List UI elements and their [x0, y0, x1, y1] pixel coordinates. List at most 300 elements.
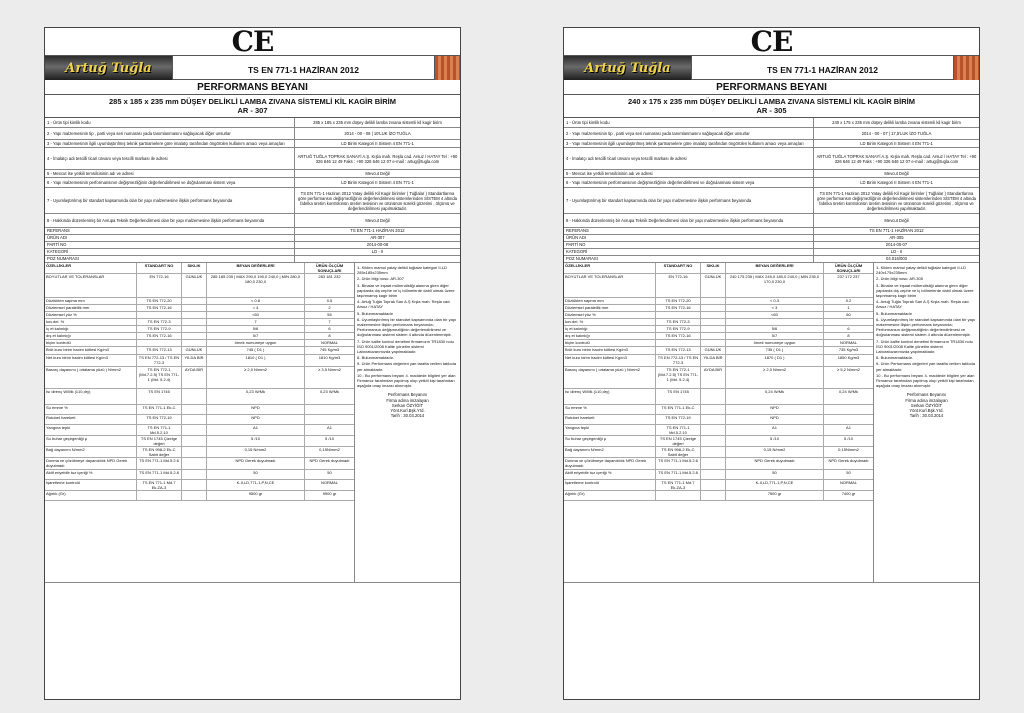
meta-value: LD - II	[890, 249, 903, 254]
product-code: AR - 307	[237, 106, 268, 115]
table-cell: Düzlükten sapma mm	[45, 298, 137, 304]
table-cell: A1	[207, 425, 305, 435]
table-cell	[137, 340, 182, 346]
table-cell	[701, 340, 726, 346]
table-cell	[656, 312, 701, 318]
table-cell	[656, 491, 701, 500]
meta-row	[45, 256, 460, 263]
meta-value: TS EN 771-1 HAZİRAN 2012	[869, 228, 924, 233]
declaration-row	[564, 118, 979, 128]
note: 9- Ürün Performans değerleri yan tarafta verilen tabloda yer almaktadır.	[876, 361, 975, 372]
declaration-row	[564, 148, 979, 170]
declaration-row	[564, 214, 979, 228]
table-cell: ≥ 5,2 N/mm2	[837, 367, 860, 372]
table-row	[564, 340, 873, 347]
table-row	[564, 436, 873, 447]
table-header-cell: BEYAN DEĞERLERİ	[207, 263, 305, 273]
table-cell: İç et kalınlığı	[45, 326, 137, 332]
table-cell: <60	[726, 312, 824, 318]
table-cell: TS EN 772-13	[656, 347, 701, 354]
meta-row	[564, 228, 979, 235]
table-cell	[182, 326, 207, 332]
signature-line: Performans Beyanını	[387, 392, 428, 398]
table-cell: AYDA BİR	[182, 367, 207, 388]
table-cell	[701, 389, 726, 404]
row-label: 3 - Yapı malzemesinin ilgili uyumlaştırılmış teknik şartnamelere göre imalatçı tarafından öngörülen kullanım amacı veya amaçları	[564, 140, 814, 147]
table-cell: 1850 Kg/m3	[837, 355, 860, 360]
performance-table	[45, 263, 460, 583]
table-cell: 6	[847, 326, 850, 331]
meta-key: ÜRÜN ADI	[45, 235, 295, 241]
table-cell: 0,23 W/Mk	[319, 389, 340, 394]
table-header-cell: ÖZELLİKLER	[564, 263, 656, 273]
table-cell	[824, 405, 873, 414]
table-cell: 50	[846, 470, 851, 475]
table-cell	[701, 491, 726, 500]
table-cell: 5/7	[207, 333, 305, 339]
table-cell: TS EN 771-1 Md.5.2.8	[137, 470, 182, 479]
table-cell	[182, 340, 207, 346]
table-cell	[182, 312, 207, 318]
table-cell: 240 175 235 | MAX 245,0 180,0 240,0 | MIN 235,0 170,0 230,0	[726, 274, 824, 297]
table-cell	[182, 425, 207, 435]
table-cell: Basınç dayanımı ( ortalama yüzü ) N/mm2	[45, 367, 137, 388]
table-row	[564, 470, 873, 480]
table-row	[45, 312, 354, 319]
meta-row	[564, 235, 979, 242]
note: 3- Binalar ve inşaat mühendisliği alanına giren diğer yapılarda dış cephe ve iç bölmelerde dahil olmak üzere taşınmamış kagir birim	[357, 282, 455, 299]
table-cell	[182, 405, 207, 414]
table-cell	[824, 415, 873, 424]
table-header	[45, 263, 354, 274]
table-cell: Aktif eriyebilir tuz içeriği %	[564, 470, 656, 479]
table-cell: TS EN 771-1 Md.7 Ek.ZA-3	[137, 480, 182, 490]
table-cell: A1	[327, 425, 332, 430]
table-cell: 283 181 232	[318, 274, 341, 279]
table-row	[564, 458, 873, 470]
table-cell: İç et kalınlığı	[564, 326, 656, 332]
table-cell: Düzlemsel paralellik mm	[45, 305, 137, 311]
note: 1- Kilden mamul yatay delikli tuğlalar kategori II-LD 240x175x235mm	[876, 265, 967, 276]
table-cell: 6	[328, 326, 331, 331]
table-cell	[824, 319, 873, 325]
table-cell: Rutubet hareketi	[45, 415, 137, 424]
signature-line: Yönt.Kurl.Bşk.Yrd.	[909, 408, 944, 414]
table-cell: Donma ve çözülmeye dayanıklılık NPD Gerek duyulmadı	[45, 458, 137, 469]
ce-mark: CE	[564, 28, 979, 56]
table-cell: Su emme %	[564, 405, 656, 414]
table-cell: 0,15N/mm2	[319, 447, 340, 452]
table-cell: YILDA BİR	[182, 355, 207, 366]
notes-column	[355, 263, 460, 582]
note: 5- Bulunmamaktadır	[357, 310, 394, 316]
table-cell: TS EN 771-1 Md.7 Ek.ZA-3	[656, 480, 701, 490]
table-header	[564, 263, 873, 274]
table-cell: < 0.3	[726, 298, 824, 304]
notes-column	[874, 263, 979, 582]
table-cell	[701, 333, 726, 339]
table-row	[45, 470, 354, 480]
declaration-row	[45, 170, 460, 178]
table-cell	[182, 470, 207, 479]
table-row	[45, 347, 354, 355]
table-cell: GÜNLÜK	[182, 347, 207, 354]
table-cell	[701, 458, 726, 469]
table-cell: 1810 ( D1 )	[207, 355, 305, 366]
table-row	[564, 405, 873, 415]
meta-key: ÜRÜN ADI	[564, 235, 814, 241]
table-left	[564, 263, 874, 582]
table-row	[564, 415, 873, 425]
row-value: Mevcut Değil	[884, 218, 909, 223]
meta-key: PARTİ NO	[564, 242, 814, 248]
table-cell: Düzlemsel paralellik mm	[564, 305, 656, 311]
table-cell: 7500 gr	[726, 491, 824, 500]
table-cell: Basınç dayanımı ( ortalama yüzü ) N/mm2	[564, 367, 656, 388]
row-label: 7 - Uyumlaştırılmış bir standart kapsamında olan bir yapı malzemesine ilişkin performans beyanında	[564, 188, 814, 213]
table-cell: Su buhar geçirgenliği μ	[45, 436, 137, 446]
table-cell: 0,24 W/Mk	[838, 389, 859, 394]
row-value: Mevcut Değil	[365, 218, 390, 223]
table-cell: Aktif eriyebilir tuz içeriği %	[45, 470, 137, 479]
table-cell: TS EN 998-2 Ek-C Sabit değer	[137, 447, 182, 457]
ce-mark: CE	[45, 28, 460, 56]
brand-logo	[45, 56, 173, 80]
table-cell: dış et kalınlığı	[45, 333, 137, 339]
table-cell: 0,15N/mm2	[838, 447, 859, 452]
table-cell	[701, 298, 726, 304]
meta-key: KATEGORİ	[45, 249, 295, 255]
table-cell	[182, 458, 207, 469]
table-cell: kov.del. %	[45, 319, 137, 325]
table-cell: Düzlemsel yüz %	[45, 312, 137, 318]
row-label: 5 - Mevcut ise yetkili temsilcisinin adı ve adresi	[564, 170, 814, 177]
table-cell: 2	[328, 305, 331, 310]
standard-title: TS EN 771-1 HAZİRAN 2012	[247, 65, 359, 75]
note: 8- Bulunmamaktadır.	[876, 355, 913, 361]
meta-row	[45, 235, 460, 242]
table-header-cell: SIKLIK	[701, 263, 726, 273]
table-cell: 0,15 N/mm2	[207, 447, 305, 457]
table-row	[564, 389, 873, 405]
row-label: 6 - Yapı malzemesinin performansının değişmezliğinin değerlendirilmesi ve doğrulanması sistem veya	[564, 178, 814, 187]
table-cell	[726, 319, 824, 325]
row-label: 4 - İmalatçı adı tescilli ticari ünvanı veya tescilli markası ile adresi	[45, 148, 295, 169]
table-cell	[701, 312, 726, 318]
row-label: 4 - İmalatçı adı tescilli ticari ünvanı veya tescilli markası ile adresi	[564, 148, 814, 169]
table-cell: TS EN 771-1 Md.5.2.6	[137, 458, 182, 469]
note: 6- Uyumlaştırılmış bir standart kapsamında olan bir yapı malzemesine ilişkin performans beyanında; Performansın değişmezliğinin değerlendirilmesi ve doğrulanması sistemi sistem 4 altında düzenlenmiştir.	[357, 316, 457, 338]
table-cell: EN 772-16	[137, 274, 182, 297]
table-cell: 8	[328, 333, 331, 338]
row-label: 1 - Ürün tipi kimlik kodu	[45, 118, 295, 127]
declaration-row	[45, 178, 460, 188]
table-row	[564, 305, 873, 312]
table-cell: 285 185 235 | MAX 290,0 190,0 240,0 | MIN 280,0 180,0 230,0	[207, 274, 305, 297]
meta-value: TS EN 771-1 HAZİRAN 2012	[350, 228, 405, 233]
table-cell: 55	[327, 312, 332, 317]
table-cell: 735 ( D1 )	[726, 347, 824, 354]
meta-value	[295, 256, 460, 262]
row-value: Mevcut Değil	[365, 171, 390, 176]
note: 2- Ürün bilgi nosu: AR-307	[357, 276, 404, 282]
meta-row	[564, 249, 979, 256]
table-row	[45, 436, 354, 447]
table-row	[45, 326, 354, 333]
row-label: 5 - Mevcut ise yetkili temsilcisinin adı ve adresi	[45, 170, 295, 177]
document-title: PERFORMANS BEYANI	[564, 80, 979, 95]
table-cell	[305, 405, 354, 414]
table-cell: Yangına tepki	[45, 425, 137, 435]
note: 7- Ürün kalite kontrol denetimi firmamızın TR1830 nolu İSO 9001/2008 Kalite yönetim sistemi Laboratuvarımızda yapılmaktadır.	[357, 338, 454, 355]
row-value: LD Birim Kategori II Sistem 4 EN 771-1	[341, 141, 414, 146]
meta-key: KATEGORİ	[564, 249, 814, 255]
table-cell: 5 /10	[325, 436, 334, 441]
meta-key: PARTİ NO	[45, 242, 295, 248]
signature-line: Tarih : 30.03.2014	[390, 413, 425, 419]
table-cell: A1	[846, 425, 851, 430]
table-cell: 50	[726, 470, 824, 479]
table-cell: Ağırlık (Gr)	[564, 491, 656, 500]
table-cell: TS EN 772-3	[656, 319, 701, 325]
table-cell: TS EN 772-19	[137, 415, 182, 424]
note: 10 - Bu performans beyanı 4. maddede bilgileri yer alan Firmamız tarafından yapılmış olup yetkili kişi tarafından aşağıda onay imzası alınmıştır.	[876, 372, 975, 389]
table-row	[564, 367, 873, 389]
declaration-row	[45, 118, 460, 128]
table-cell	[182, 389, 207, 404]
table-cell: 0,24 W/Mk	[726, 389, 824, 404]
table-row	[45, 480, 354, 491]
table-row	[564, 312, 873, 319]
signature-line: Performans Beyanını	[906, 392, 947, 398]
table-cell: Ağırlık (Gr)	[45, 491, 137, 500]
table-cell: Net kuru birim hacim kütlesi Kg/m3	[564, 355, 656, 366]
table-cell: NORMAL	[839, 340, 858, 345]
table-cell: TS EN 772-20	[656, 298, 701, 304]
table-cell	[701, 480, 726, 490]
table-row	[45, 305, 354, 312]
row-value: 240 x 175 x 235 mm düşey delikli lamba zıvana sistemli kil kagir birim	[832, 120, 961, 125]
table-cell: 735 Kg/m3	[838, 347, 859, 352]
table-cell: EN 772-16	[656, 274, 701, 297]
table-row	[45, 333, 354, 340]
table-cell: TS EN 772-3	[137, 319, 182, 325]
table-row	[564, 326, 873, 333]
meta-value: AR-307	[370, 235, 385, 240]
row-label: 6 - Yapı malzemesinin performansının değişmezliğinin değerlendirilmesi ve doğrulanması sistem veya	[45, 178, 295, 187]
table-cell	[701, 305, 726, 311]
table-cell	[137, 312, 182, 318]
table-cell: 50	[327, 470, 332, 475]
table-cell	[182, 436, 207, 446]
table-cell: 5 /10	[207, 436, 305, 446]
meta-value: 04.016/003	[886, 256, 907, 261]
note: 5- Bulunmamaktadır	[876, 310, 913, 316]
table-row	[45, 447, 354, 458]
header-bar	[45, 56, 460, 80]
table-cell: İşaretleme kontrolü	[564, 480, 656, 490]
table-cell: NORMAL	[839, 480, 858, 485]
table-cell: 5/6	[726, 326, 824, 332]
table-cell: biçim kontrolü	[564, 340, 656, 346]
note: 4- Artuğ Tuğla Toprak San A.Ş Kışla mah. Reşla cad. Arsuz / HATAY	[357, 299, 451, 310]
table-cell: TS EN 772-19	[656, 415, 701, 424]
row-value: TS EN 771-1 Haziran 2012 Yatay delikli Kil Kagir birimler ( Tuğlalar ) Standartlarına göre performansın değişmezliğinin değerlendirilmesi sistemlerinden SİSTEM 4 altında fabrika üretim kontrolünün üretim tesisinin ve ürününün sürekli gözetimi , ölçümü ve değerlendirilmesi yapılmaktadır.	[817, 190, 976, 211]
table-cell: Yangına tepki	[564, 425, 656, 435]
product-block	[564, 95, 979, 118]
table-cell: TS EN 772-1 (Md.7.2.5) TS EN 771-1 (Md. 5.2.4)	[137, 367, 182, 388]
row-value: 2014 - 00 - 07 | 17,5'LUK İZO TUĞLA	[861, 131, 932, 136]
product-code: AR - 305	[756, 106, 787, 115]
table-cell: örnek numuneye uygun	[207, 340, 305, 346]
declaration-row	[45, 188, 460, 214]
table-row	[564, 274, 873, 298]
meta-row	[45, 228, 460, 235]
table-row	[564, 298, 873, 305]
table-cell: TS EN 772-20	[137, 298, 182, 304]
brand-logo	[564, 56, 692, 80]
table-cell: <50	[207, 312, 305, 318]
signature-line: Serkan ÖZYİĞİT	[391, 402, 424, 408]
table-cell: YILDA BİR	[701, 355, 726, 366]
signature-line: Firma adına imzalayan	[905, 397, 948, 403]
table-cell: TS EN 998-2 Ek-C Sabit değer	[656, 447, 701, 457]
table-cell: TS EN 1745 Çizelge değeri	[137, 436, 182, 446]
table-cell: TS EN 1745	[137, 389, 182, 404]
table-cell: TS EN 771-1 Md.5.2.10	[656, 425, 701, 435]
note: 4- Artuğ Tuğla Toprak San A.Ş Kışla mah. Reşla cad. Arsuz / HATAY	[876, 299, 970, 310]
table-left	[45, 263, 355, 582]
table-row	[564, 491, 873, 501]
table-cell: Düzlükten sapma mm	[564, 298, 656, 304]
table-cell: TS EN 771-1 Md.5.2.6	[656, 458, 701, 469]
table-cell: NPD	[726, 415, 824, 424]
table-cell: 237 172 237	[837, 274, 860, 279]
meta-key: POZ NUMARASI	[45, 256, 295, 262]
table-cell: 9900 gr	[322, 491, 337, 496]
table-cell: Rutubet hareketi	[564, 415, 656, 424]
table-cell: Isı direnç W/Mk (λ10,dry)	[45, 389, 137, 404]
table-cell: 9500 gr	[207, 491, 305, 500]
table-cell: AYDA BİR	[701, 367, 726, 388]
meta-row	[564, 256, 979, 263]
table-cell: Isı direnç W/Mk (λ10,dry)	[564, 389, 656, 404]
table-cell	[182, 415, 207, 424]
table-cell: Su buhar geçirgenliği μ	[564, 436, 656, 446]
brick-image	[953, 56, 979, 80]
table-cell: 8	[847, 333, 850, 338]
table-cell: Brüt kuru birim hacim kütlesi Kg/m3	[45, 347, 137, 354]
table-row	[564, 480, 873, 491]
row-value: Mevcut Değil	[884, 171, 909, 176]
table-cell: TS EN 771-1 Md.5.2.8	[656, 470, 701, 479]
row-label: 7 - Uyumlaştırılmış bir standart kapsamında olan bir yapı malzemesine ilişkin performans beyanında	[45, 188, 295, 213]
table-cell: GÜNLÜK	[182, 274, 207, 297]
table-cell: GÜNLÜK	[701, 347, 726, 354]
table-cell: 745 ( D1 )	[207, 347, 305, 354]
table-cell: TS EN 772-16	[137, 333, 182, 339]
table-cell: Bağ dayanımı N/mm2	[45, 447, 137, 457]
meta-key: REFERANS	[45, 228, 295, 234]
table-cell	[182, 491, 207, 500]
table-cell: TS EN 771-1 Md.5.2.10	[137, 425, 182, 435]
table-cell: TS EN 772-9	[137, 326, 182, 332]
table-row	[564, 425, 873, 436]
note: 10 - Bu performans beyanı 4. maddede bilgileri yer alan Firmamız tarafından yapılmış olup yetkili kişi tarafından aşağıda onay imzası alınmıştır.	[357, 372, 456, 389]
row-value: 2014 - 00 - 08 | 10'LUK İZO TUĞLA	[344, 131, 411, 136]
table-row	[564, 347, 873, 355]
table-row	[45, 355, 354, 367]
row-value: LD Birim Kategori II Sistem 4 EN 771-1	[860, 180, 933, 185]
declaration-row	[564, 140, 979, 148]
table-row	[45, 425, 354, 436]
table-cell	[182, 305, 207, 311]
table-cell: 5 /10	[726, 436, 824, 446]
row-label: 2 - Yapı malzemesinin tip , parti veya seri numarası yada tanımlanmasını sağlayacak diğer unsurlar	[45, 128, 295, 139]
table-cell	[182, 447, 207, 457]
table-cell: TS EN 772-9	[656, 326, 701, 332]
table-cell: K-II,LD,771-1,P,N,CE	[726, 480, 824, 490]
row-value: 285 x 185 x 235 mm düşey delikli lamba zıvana sistemli kil kagir birim	[313, 120, 442, 125]
table-cell: İşaretleme kontrolü	[45, 480, 137, 490]
note: 9- Ürün Performans değerleri yan tarafta verilen tabloda yer almaktadır.	[357, 361, 456, 372]
table-row	[45, 415, 354, 425]
row-label: 2 - Yapı malzemesinin tip , parti veya seri numarası yada tanımlanmasını sağlayacak diğer unsurlar	[564, 128, 814, 139]
row-value: ARTUĞ TUĞLA TOPRAK SANAYİ A.Ş. Kışla mah. Reşla cad. Arsuz / HATAY Tel : +90 326 646 12 49 Faks : +90 326 646 12 07 e-mail : artug@tugla.com	[816, 153, 977, 164]
brick-image	[434, 56, 460, 80]
brand-name: Artuğ Tuğla	[584, 60, 671, 76]
table-cell: TS EN 1745	[656, 389, 701, 404]
declaration-row	[45, 148, 460, 170]
product-name: 285 x 185 x 235 mm DÜŞEY DELİKLİ LAMBA ZIVANA SİSTEMLİ KİL KAGİR BİRİM	[108, 97, 396, 106]
note: 8- Bulunmamaktadır.	[357, 355, 394, 361]
table-cell	[182, 298, 207, 304]
table-row	[45, 274, 354, 298]
table-cell: NORMAL	[320, 480, 339, 485]
table-cell: Düzlemsel yüz %	[564, 312, 656, 318]
table-row	[45, 367, 354, 389]
table-row	[45, 319, 354, 326]
table-cell	[305, 415, 354, 424]
row-value: LD Birim Kategori II Sistem 4 EN 771-1	[341, 180, 414, 185]
table-header-cell: STANDART NO	[137, 263, 182, 273]
declaration-row	[564, 170, 979, 178]
table-cell: biçim kontrolü	[45, 340, 137, 346]
document-title: PERFORMANS BEYANI	[45, 80, 460, 95]
note: 7- Ürün kalite kontrol denetimi firmamızın TR1830 nolu İSO 9001/2008 Kalite yönetim sistemi Laboratuvarımızda yapılmaktadır.	[876, 338, 973, 355]
declaration-page-2	[563, 27, 980, 700]
table-cell: 1	[847, 305, 850, 310]
table-cell: < 4	[207, 305, 305, 311]
meta-value: AR-305	[889, 235, 904, 240]
table-row	[564, 319, 873, 326]
table-cell	[701, 415, 726, 424]
table-cell: 60	[846, 312, 851, 317]
table-cell: NORMAL	[320, 340, 339, 345]
declaration-row	[45, 140, 460, 148]
table-row	[564, 355, 873, 367]
product-block	[45, 95, 460, 118]
table-cell: BOYUTLAR VE TOLERANSLAR	[45, 274, 137, 297]
meta-key: POZ NUMARASI	[564, 256, 814, 262]
table-cell: NPD Gerek duyulmadı	[828, 458, 869, 463]
table-cell: TS EN 772-16	[656, 333, 701, 339]
note: 1- Kilden mamul yatay delikli tuğlalar kategori II-LD 285x185x235mm	[357, 265, 448, 276]
table-row	[564, 333, 873, 340]
table-cell	[701, 470, 726, 479]
table-cell	[701, 436, 726, 446]
table-cell: TS EN 772-16	[137, 305, 182, 311]
